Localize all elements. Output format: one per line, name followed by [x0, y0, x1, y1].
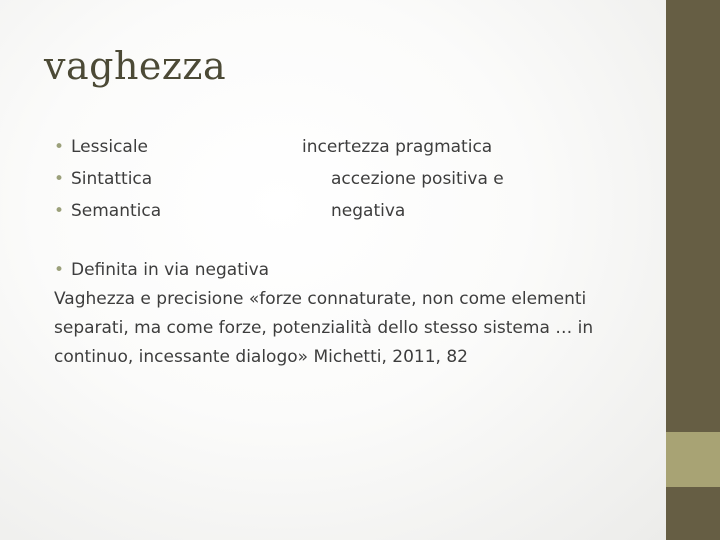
- note-line: negativa: [331, 201, 406, 221]
- list-item-label: Semantica: [71, 201, 162, 221]
- pragmatic-note: [302, 131, 504, 227]
- definition-block: [54, 256, 644, 372]
- quote-line: continuo, incessante dialogo» Michetti, 2011, 82: [54, 347, 468, 367]
- side-decoration-accent: [666, 432, 720, 487]
- list-item-label: Lessicale: [71, 137, 149, 157]
- note-line: accezione positiva e: [331, 169, 504, 189]
- bullet-icon: •: [54, 201, 65, 221]
- list-item: [54, 163, 161, 195]
- bullet-icon: •: [54, 169, 65, 189]
- note-line: incertezza pragmatica: [302, 137, 493, 157]
- quote-line: Vaghezza e precisione «forze connaturate, non come elementi: [54, 289, 587, 309]
- list-item: [54, 131, 161, 163]
- list-item-label: Sintattica: [71, 169, 153, 189]
- definition-text: Definita in via negativa: [71, 260, 270, 280]
- slide-title: vaghezza: [44, 44, 227, 88]
- bullet-icon: •: [54, 137, 65, 157]
- list-item: [54, 195, 161, 227]
- category-list: [54, 131, 161, 227]
- bullet-icon: •: [54, 260, 65, 280]
- quote-line: separati, ma come forze, potenzialità dello stesso sistema … in: [54, 318, 594, 338]
- definition-bullet: [54, 256, 644, 285]
